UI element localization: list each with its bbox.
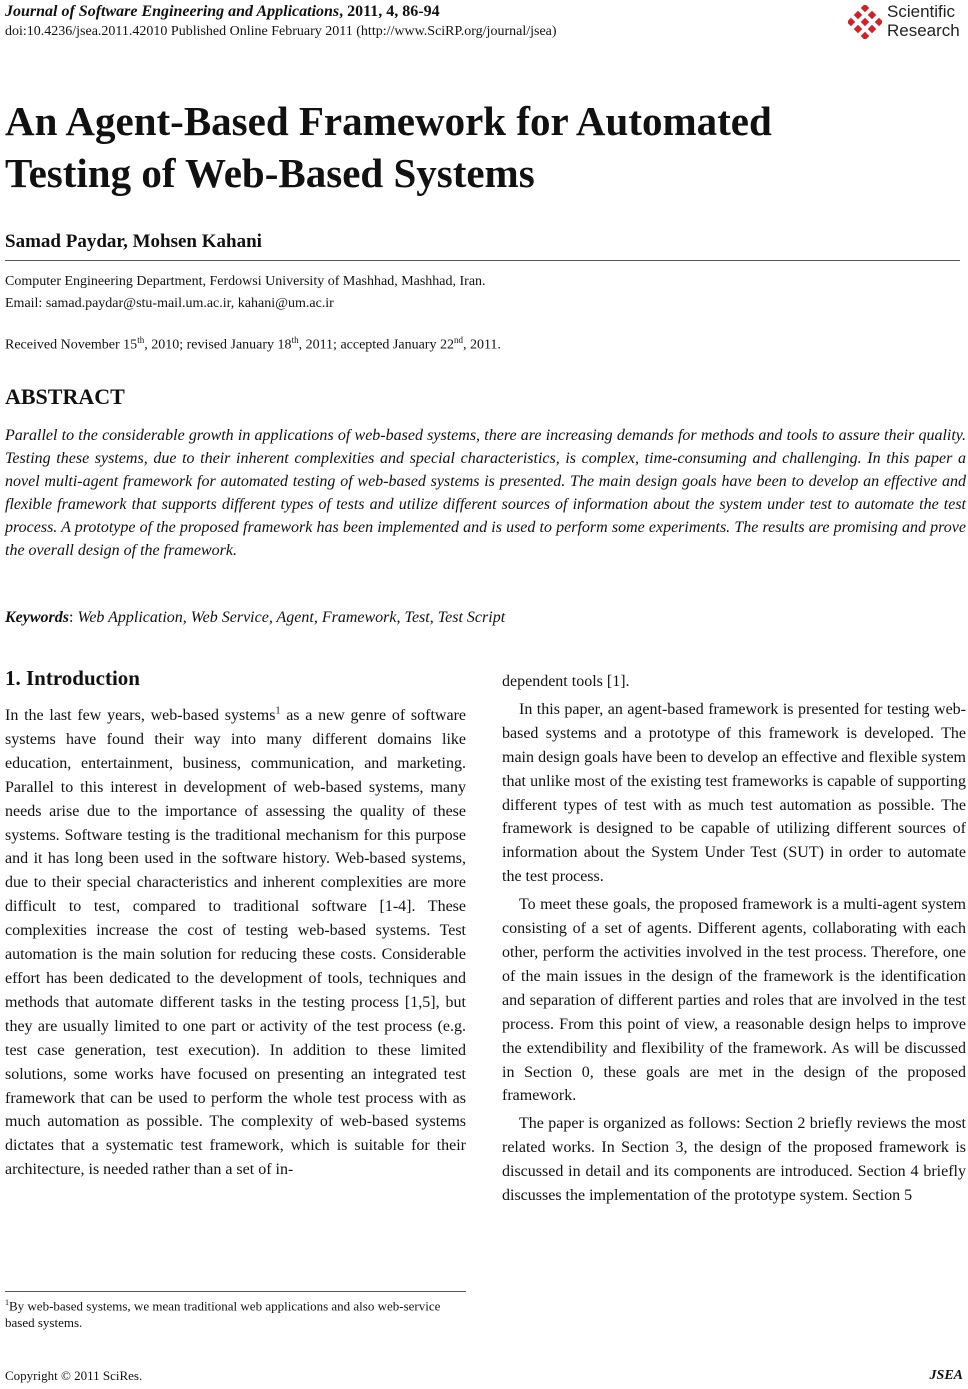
logo-mark-icon [848, 5, 882, 39]
footnote-divider [5, 1291, 466, 1292]
publisher-logo [848, 2, 968, 44]
keywords-separator: : [69, 609, 78, 626]
intro-text-b: as a new genre of software systems have found their way into many different domains like education, entertainment, business, communication, and marketing. Parallel to this interest in development of web-based systems, many needs arise due to the importance of assessing the quality of these systems. Software testing is the traditional mechanism for this purpose and it has long been used in the software history. Web-based systems, due to their special characteristics and inherent complexities are more difficult to test, compared to traditional software [1-4]. These complexities increase the cost of testing web-based systems. Test automation is the main solution for reducing these costs. Considerable effort has been dedicated to the development of tools, techniques and methods that automate different tasks in the testing process [1,5], but they are usually limited to one part or activity of the test process (e.g. test case generation, test execution). In addition to these limited solutions, some works have focused on presenting an integrated test framework that can be used to perform the whole test process with as much automation as possible. The complexity of web-based systems dictates that a systematic test framework, which is suitable for their architecture, is needed rather than a set of in- [5, 707, 467, 1179]
footnote [5, 1294, 466, 1331]
title-line-1: An Agent-Based Framework for Automated [5, 98, 772, 144]
email: Email: samad.paydar@stu-mail.um.ac.ir, kahani@um.ac.ir [5, 296, 334, 311]
section-heading: 1. Introduction [5, 666, 140, 690]
intro-paragraph [5, 704, 466, 1182]
paragraph-goals: To meet these goals, the proposed framework is a multi-agent system consisting of a set of agents. Different agents, collaborating with each other, perform the activities involved in the test process. Therefore, one of the main issues in the design of the framework is the identification and separation of different parties and roles that are involved in the test process. From this point of view, a reasonable design helps to improve the extendibility and flexibility of the framework. As will be discussed in Section 0, these goals are met in the design of the proposed framework. [502, 896, 966, 1105]
received-sup: th [137, 335, 145, 345]
received-part: Received November 15 [5, 337, 138, 353]
doi-line: doi:10.4236/jsea.2011.42010 Published Online February 2011 (http://www.SciRP.org/journal/jsea) [5, 24, 557, 39]
journal-volume: , 2011, 4, 86-94 [339, 3, 440, 20]
journal-citation [5, 3, 440, 21]
title-line-2: Testing of Web-Based Systems [5, 150, 535, 196]
header-divider [5, 260, 960, 261]
paragraph-framework: In this paper, an agent-based framework is presented for testing web-based systems and a prototype of this framework is developed. The main design goals have been to develop an effective and flexible system that unlike most of the existing test frameworks is capable of supporting different types of test with as much test automation as possible. The framework is designed to be capable of utilizing different sources of information about the System Under Test (SUT) in order to automate the test process. [502, 700, 966, 886]
right-column [502, 670, 966, 1208]
keywords-list: Web Application, Web Service, Agent, Framework, Test, Test Script [77, 609, 506, 626]
abstract-text: Parallel to the considerable growth in applications of web-based systems, there are increasing demands for methods and tools to assure their quality. Testing these systems, due to their inherent complexities and special characteristics, is complex, time-consuming and challenging. In this paper a novel multi-agent framework for automated testing of web-based systems is presented. The main design goals have been to develop an effective and flexible framework that supports different types of tests and utilize different sources of information about the system under test to automate the test process. A prototype of the proposed framework has been implemented and is used to perform some experiments. The results are promising and prove the overall design of the framework. [5, 427, 966, 560]
journal-name: Journal of Software Engineering and Applications [5, 3, 340, 20]
journal-abbreviation: JSEA [929, 1368, 963, 1383]
footnote-number: 1 [5, 1298, 9, 1307]
left-column [5, 704, 466, 1182]
logo-text-line2: Research [887, 21, 960, 40]
abstract-heading: ABSTRACT [5, 384, 125, 409]
revised-part: , 2010; revised January 18 [144, 337, 292, 353]
keywords-label: Keywords [5, 609, 69, 626]
revised-sup: th [291, 335, 299, 345]
keywords [5, 609, 505, 627]
copyright: Copyright © 2011 SciRes. [5, 1368, 143, 1383]
logo-text-line1: Scientific [887, 2, 956, 21]
footnote-text: By web-based systems, we mean traditional web applications and also web-service based systems. [5, 1298, 441, 1331]
received-dates [5, 335, 501, 354]
footnote-marker: 1 [275, 705, 281, 717]
accepted-sup: nd [453, 335, 463, 345]
accepted-year: , 2011. [462, 337, 501, 353]
continued-paragraph: dependent tools [1]. [502, 673, 630, 690]
affiliation: Computer Engineering Department, Ferdowsi University of Mashhad, Mashhad, Iran. [5, 274, 486, 289]
paper-title [5, 95, 935, 199]
authors: Samad Paydar, Mohsen Kahani [5, 231, 262, 252]
paragraph-organization: The paper is organized as follows: Section 2 briefly reviews the most related works. In Section 3, the design of the proposed framework is discussed in detail and its components are introduced. Section 4 briefly discusses the implementation of the prototype system. Section 5 [502, 1115, 966, 1205]
intro-text-a: In the last few years, web-based systems [5, 707, 276, 724]
accepted-part: , 2011; accepted January 22 [298, 337, 454, 353]
